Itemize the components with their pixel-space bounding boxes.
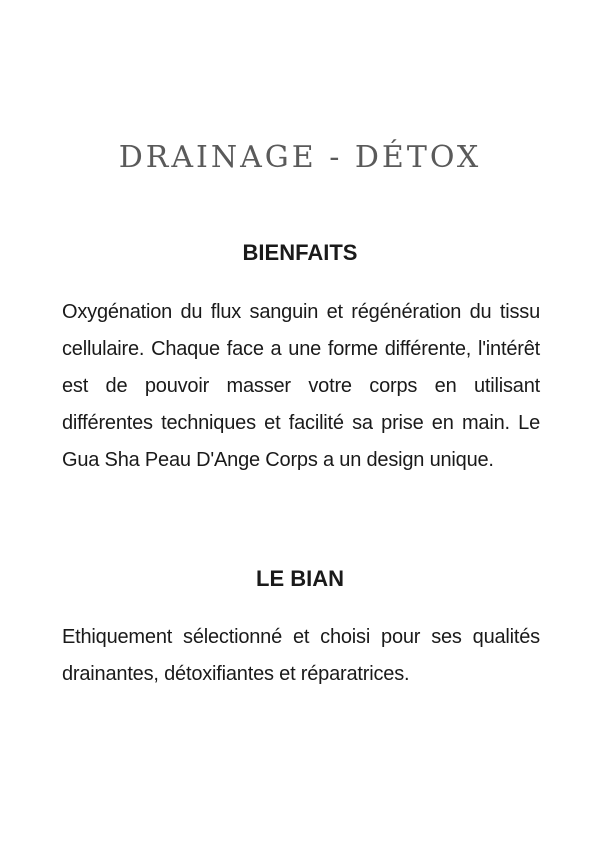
section-heading-bienfaits: BIENFAITS: [242, 240, 358, 265]
page-title: DRAINAGE - DÉTOX: [118, 140, 482, 175]
section-heading-le-bian: LE BIAN: [256, 566, 344, 591]
section-body-le-bian: Ethiquement sélectionné et choisi pour ses qualités drainantes, détoxifiantes et réparatrices.: [62, 626, 540, 685]
section-body-bienfaits: Oxygénation du flux sanguin et régénération du tissu cellulaire. Chaque face a une forme différente, l'intérêt est de pouvoir masser votre corps en utilisant différentes techniques et facilité sa prise en main. Le Gua Sha Peau D'Ange Corps a un design unique.: [62, 301, 540, 471]
